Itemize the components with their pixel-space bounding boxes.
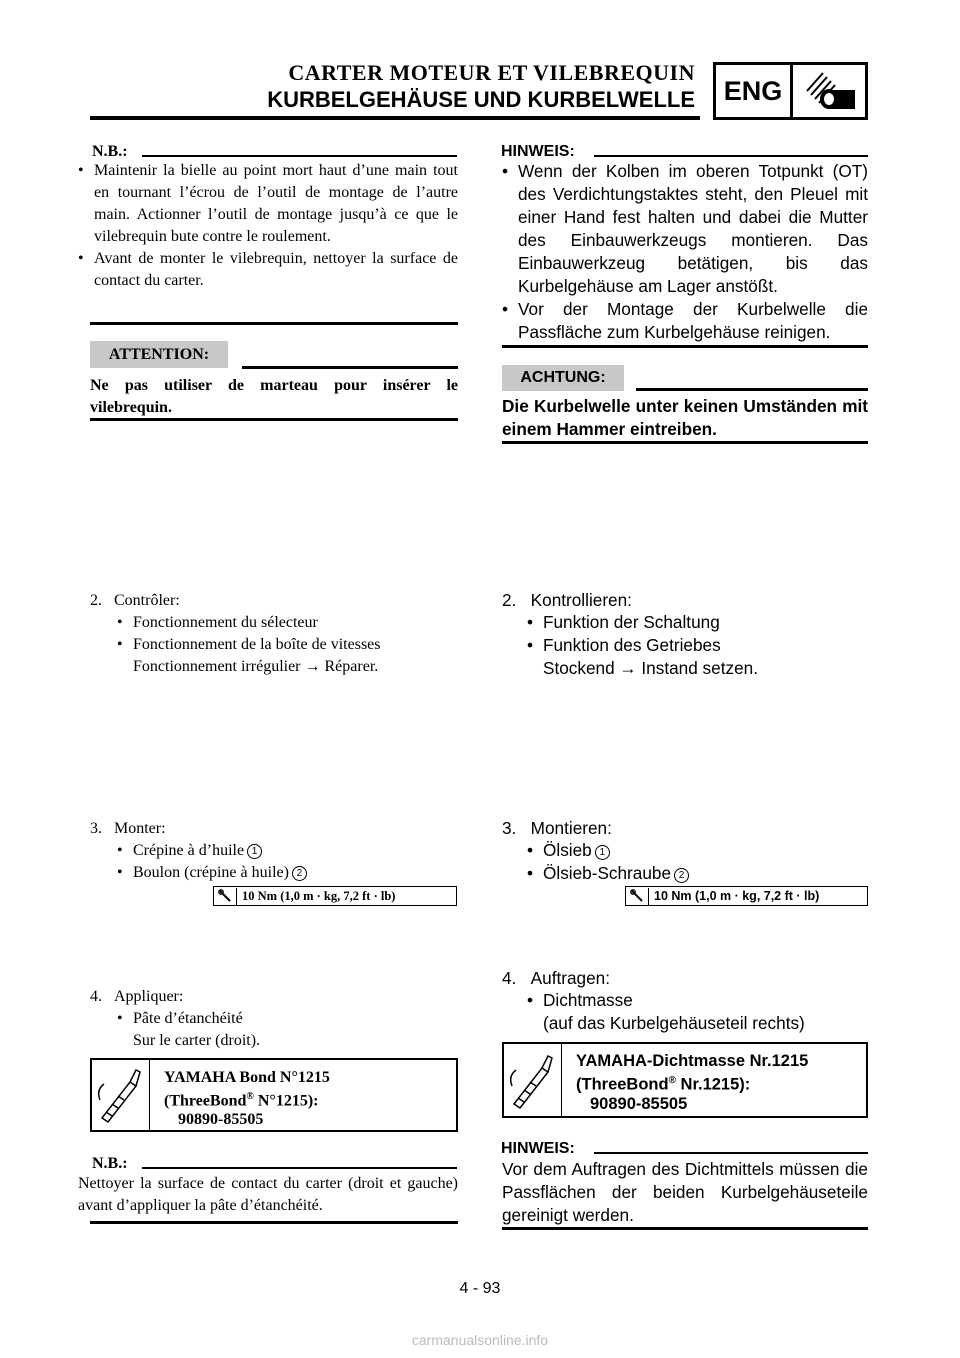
fr-torque-box [213, 886, 457, 906]
de-step2-number: 2. [502, 590, 517, 610]
header-title-de: KURBELGEHÄUSE UND KURBELWELLE [267, 87, 695, 112]
de-torque-box [625, 886, 868, 906]
de-step2-title [502, 589, 632, 612]
header-title-fr: CARTER MOTEUR ET VILEBREQUIN [288, 60, 695, 85]
fr-step2-result: Fonctionnement irrégulier → Réparer. [133, 658, 379, 675]
watermark: carmanualsonline.info [411, 1332, 549, 1348]
de-sealant-line2-post: Nr.1215): [675, 1075, 751, 1094]
de-step3-list [527, 839, 867, 885]
de-step2-label: Kontrollieren: [530, 590, 632, 610]
fr-step2-item: • Fonctionnement du sélecteur [117, 612, 457, 634]
de-sealant-text [576, 1052, 808, 1114]
de-step3-item [527, 862, 867, 885]
fr-sealant-line2-pre: (ThreeBond [164, 1092, 247, 1110]
fr-step4-item: • Pâte d’étanchéité [117, 1008, 457, 1030]
fr-note1-item: • Maintenir la bielle au point mort haut d’une main tout en tournant l’écrou de l’outil de montage de l’autre main. Actionner l’outil de montage jusqu’à ce que le vilebrequin bute contre le roulement. [78, 160, 458, 248]
fr-sealant-box [90, 1058, 458, 1132]
de-step2-result: Stockend → Instand setzen. [543, 658, 758, 678]
de-note1-item: • Vor der Montage der Kurbelwelle die Passfläche zum Kurbelgehäuse reinigen. [502, 298, 868, 344]
fr-sealant-line2-post: N°1215): [253, 1092, 319, 1110]
fr-step2-list [117, 612, 457, 678]
de-note1-list [502, 160, 868, 344]
de-step4-title [502, 967, 610, 990]
de-note2-rule [594, 1152, 868, 1154]
fr-step4-title [90, 986, 183, 1008]
sealant-tube-icon [504, 1044, 562, 1116]
fr-step3-label: Monter: [114, 820, 166, 837]
fr-step4-label: Appliquer: [114, 988, 184, 1005]
fr-attention-label: ATTENTION: [90, 341, 228, 368]
engine-bolt-icon [790, 62, 868, 120]
ref-number: 1 [595, 845, 610, 860]
fr-step3-item-text: Boulon (crépine à huile) [133, 864, 289, 881]
fr-attention-text: Ne pas utiliser de marteau pour insérer le vilebrequin. [90, 377, 458, 416]
de-step4-detail: (auf das Kurbelgehäuseteil rechts) [543, 1013, 805, 1033]
de-note2-text: Vor dem Auftragen des Dichtmittels müssen die Passflächen der beiden Kurbelgehäuseteile gereinigt werden. [502, 1159, 868, 1225]
fr-attention-rule [242, 366, 458, 369]
de-sealant-line1: YAMAHA-Dichtmasse Nr.1215 [576, 1052, 809, 1070]
fr-step4-number: 4. [90, 988, 102, 1005]
de-sealant-line2 [576, 1071, 808, 1095]
fr-step3-number: 3. [90, 820, 102, 837]
fr-sealant-text [164, 1068, 330, 1129]
de-sealant-box [502, 1042, 868, 1118]
fr-step3-item-text: Crépine à d’huile [133, 842, 245, 859]
fr-note2-end-rule [90, 1221, 458, 1224]
de-step4-list [527, 989, 867, 1035]
fr-note2-heading: N.B.: [92, 1155, 128, 1172]
de-step3-item [527, 839, 867, 862]
de-step3-number: 3. [502, 818, 517, 838]
fr-note1-heading: N.B.: [92, 143, 128, 160]
de-step3-label: Montieren: [530, 818, 612, 838]
ref-number: 2 [292, 866, 307, 881]
registered-mark: ® [246, 1091, 254, 1102]
de-step4-number: 4. [502, 968, 517, 988]
page-number: 4 - 93 [459, 1280, 501, 1297]
ref-number: 2 [674, 868, 689, 883]
fr-step3-item [117, 840, 457, 862]
de-note1-rule [594, 155, 868, 157]
de-attention-text: Die Kurbelwelle unter keinen Umständen mit einem Hammer eintreiben. [502, 396, 868, 439]
fr-note2-text: Nettoyer la surface de contact du carter (droit et gauche) avant d’appliquer la pâte d’étanchéité. [78, 1175, 458, 1214]
de-step4-item: • Dichtmasse [527, 989, 867, 1012]
de-sealant-line2-pre: (ThreeBond [576, 1075, 669, 1094]
de-step3-title [502, 817, 612, 840]
de-step2-item: • Funktion der Schaltung [527, 611, 867, 634]
fr-step4-list [117, 1008, 457, 1052]
fr-note2-rule [142, 1167, 457, 1169]
ref-number: 1 [247, 844, 262, 859]
fr-note1-item: • Avant de monter le vilebrequin, nettoyer la surface de contact du carter. [78, 248, 458, 292]
header-rule [90, 116, 700, 120]
fr-step2-title [90, 590, 180, 612]
fr-attention-end-rule [90, 418, 458, 421]
de-attention-end-rule [502, 441, 868, 444]
fr-step3-item [117, 862, 457, 884]
section-tag: ENG [713, 62, 793, 120]
torque-wrench-icon [214, 888, 237, 905]
de-torque-value: 10 Nm (1,0 m · kg, 7,2 ft · lb) [654, 889, 820, 903]
fr-note1-list [78, 160, 458, 292]
fr-step3-list [117, 840, 457, 884]
de-sealant-part-number: 90890-85505 [590, 1094, 688, 1113]
de-attention-rule [636, 388, 868, 391]
de-step3-item-text: Ölsieb [543, 840, 592, 860]
fr-torque-value: 10 Nm (1,0 m · kg, 7,2 ft · lb) [242, 888, 396, 903]
de-step3-item-text: Ölsieb-Schraube [543, 863, 672, 883]
de-step2-list [527, 611, 867, 680]
fr-step2-number: 2. [90, 592, 102, 609]
de-note1-end-rule [502, 345, 868, 348]
sealant-tube-icon [92, 1060, 150, 1130]
fr-sealant-line2 [164, 1087, 330, 1110]
fr-step2-item: • Fonctionnement de la boîte de vitesses [117, 634, 457, 656]
registered-mark: ® [668, 1075, 676, 1086]
fr-note1-end-rule [90, 322, 458, 325]
de-note2-end-rule [502, 1227, 868, 1230]
de-note1-heading: HINWEIS: [501, 143, 575, 160]
de-step2-item: • Funktion des Getriebes [527, 634, 867, 657]
fr-step2-label: Contrôler: [114, 592, 180, 609]
fr-sealant-line1: YAMAHA Bond N°1215 [164, 1069, 330, 1086]
fr-step3-title [90, 818, 166, 840]
de-step4-label: Auftragen: [530, 968, 610, 988]
fr-note1-rule [142, 155, 457, 157]
fr-step4-detail: Sur le carter (droit). [133, 1032, 261, 1049]
de-attention-label: ACHTUNG: [502, 365, 624, 391]
de-note2-heading: HINWEIS: [501, 1140, 575, 1157]
torque-wrench-icon [626, 888, 649, 905]
de-note1-item: • Wenn der Kolben im oberen Totpunkt (OT) des Verdichtungstaktes steht, den Pleuel mit einer Hand fest halten und dabei die Mutter des Einbauwerkzeugs montieren. Das Einbauwerkzeug betätigen, bis das Kurbelgehäuse am Lager anstößt. [502, 160, 868, 298]
fr-sealant-part-number: 90890-85505 [178, 1111, 264, 1129]
